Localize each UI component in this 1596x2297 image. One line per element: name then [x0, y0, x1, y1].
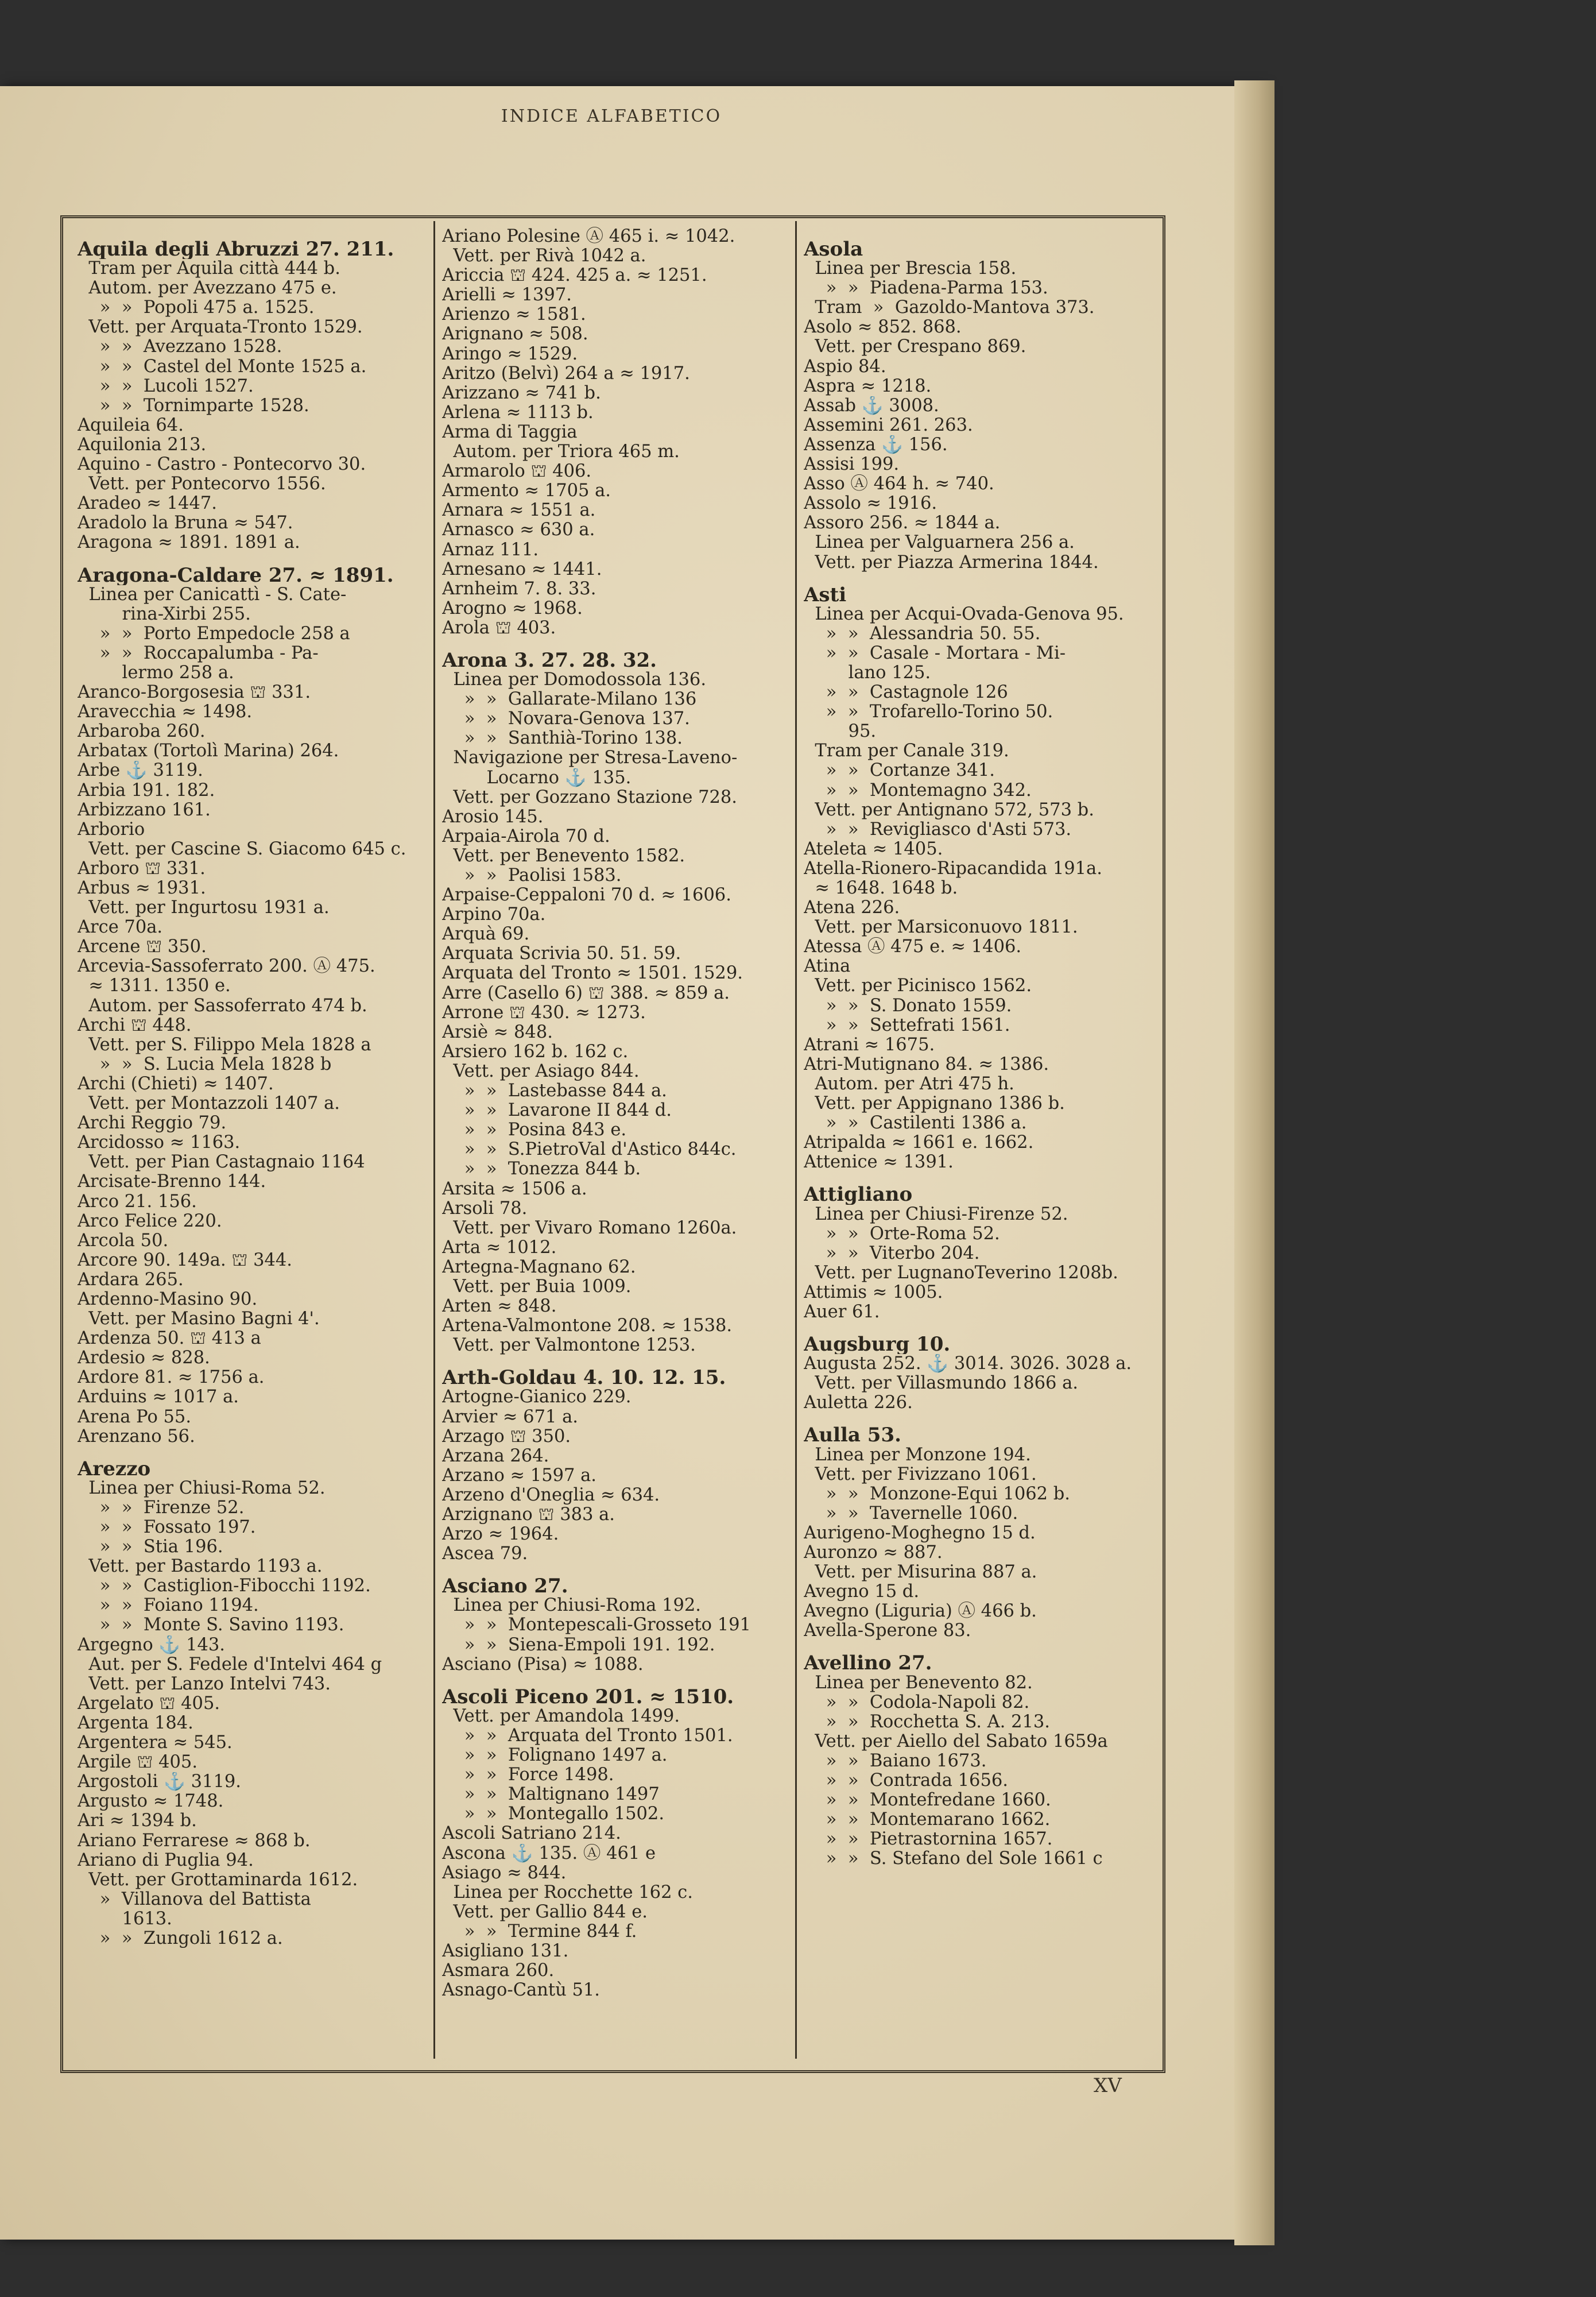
index-entry: ≈ 1311. 1350 e.: [78, 976, 231, 996]
index-entry: » » Monzone-Equi 1062 b.: [804, 1484, 1070, 1504]
index-heading: Asti: [804, 585, 847, 605]
index-entry: » » Avezzano 1528.: [78, 337, 282, 357]
index-entry: Vett. per Montazzoli 1407 a.: [78, 1094, 340, 1114]
index-entry: Aragona ≈ 1891. 1891 a.: [78, 533, 300, 553]
index-entry: Avegno (Liguria) Ⓐ 466 b.: [804, 1602, 1037, 1622]
index-entry: Auletta 226.: [804, 1393, 913, 1413]
index-entry: Vett. per S. Filippo Mela 1828 a: [78, 1035, 371, 1055]
index-entry: » » Folignano 1497 a.: [442, 1746, 668, 1766]
index-entry: » » S. Lucia Mela 1828 b: [78, 1054, 332, 1074]
index-entry: Atena 226.: [804, 898, 900, 918]
index-entry: Arcola 50.: [78, 1231, 169, 1251]
index-entry: Atella-Rionero-Ripacandida 191a.: [804, 859, 1102, 879]
index-entry: » » Montemarano 1662.: [804, 1810, 1051, 1830]
index-entry: » » Tonezza 844 b.: [442, 1159, 641, 1180]
index-entry: Asiago ≈ 844.: [442, 1863, 567, 1883]
index-heading: Asciano 27.: [442, 1576, 568, 1596]
index-entry: » » Foiano 1194.: [78, 1596, 259, 1616]
index-entry: Auronzo ≈ 887.: [804, 1543, 943, 1563]
index-entry: » » Castel del Monte 1525 a.: [78, 357, 367, 377]
index-entry: Navigazione per Stresa-Laveno-: [442, 748, 738, 768]
index-entry: Arnasco ≈ 630 a.: [442, 520, 595, 540]
index-entry: Arbatax (Tortolì Marina) 264.: [78, 741, 339, 761]
index-entry: Archi ⛫ 448.: [78, 1015, 192, 1035]
index-entry: » » Force 1498.: [442, 1765, 614, 1785]
index-entry: Vett. per Benevento 1582.: [442, 846, 685, 866]
index-entry: Assisi 199.: [804, 455, 900, 475]
index-entry: » » Rocchetta S. A. 213.: [804, 1712, 1050, 1732]
index-entry: » Villanova del Battista: [78, 1889, 311, 1909]
index-entry: Arsiè ≈ 848.: [442, 1022, 553, 1042]
index-entry: Arquà 69.: [442, 925, 530, 945]
index-entry: Asciano (Pisa) ≈ 1088.: [442, 1654, 644, 1675]
index-entry: » » Zungoli 1612 a.: [78, 1928, 283, 1948]
index-entry: Arosio 145.: [442, 807, 544, 827]
index-entry: Vett. per Lanzo Intelvi 743.: [78, 1674, 331, 1694]
index-entry: » » Siena-Empoli 191. 192.: [442, 1635, 715, 1655]
index-entry: » » Termine 844 f.: [442, 1921, 637, 1942]
index-entry: » » Castagnole 126: [804, 683, 1008, 703]
index-entry: Vett. per LugnanoTeverino 1208b.: [804, 1263, 1118, 1283]
index-entry: Linea per Acqui-Ovada-Genova 95.: [804, 604, 1124, 624]
index-entry: Arboro ⛫ 331.: [78, 859, 206, 879]
index-entry: Ariano Ferrarese ≈ 868 b.: [78, 1831, 311, 1851]
index-entry: Arre (Casello 6) ⛫ 388. ≈ 859 a.: [442, 983, 730, 1003]
index-entry: Vett. per Pontecorvo 1556.: [78, 474, 326, 494]
index-entry: rina-Xirbi 255.: [78, 604, 251, 624]
index-entry: Assenza ⚓ 156.: [804, 435, 948, 455]
index-entry: Arquata del Tronto ≈ 1501. 1529.: [442, 964, 743, 984]
index-entry: Assab ⚓ 3008.: [804, 396, 939, 416]
index-entry: » » Tornimparte 1528.: [78, 396, 309, 416]
index-entry: Tram per Canale 319.: [804, 741, 1009, 761]
index-entry: Arpaia-Airola 70 d.: [442, 826, 610, 846]
index-entry: Vett. per Antignano 572, 573 b.: [804, 800, 1094, 820]
index-entry: Arbus ≈ 1931.: [78, 879, 206, 898]
index-entry: Autom. per Triora 465 m.: [442, 442, 680, 462]
index-entry: » » Baiano 1673.: [804, 1751, 987, 1771]
index-entry: Arzana 264.: [442, 1446, 549, 1466]
index-entry: Attenice ≈ 1391.: [804, 1153, 954, 1173]
index-entry: » » Settefrati 1561.: [804, 1015, 1010, 1035]
index-entry: » » Paolisi 1583.: [442, 866, 622, 885]
index-entry: Arpino 70a.: [442, 905, 546, 925]
index-entry: Armarolo ⛫ 406.: [442, 462, 592, 482]
index-entry: Ateleta ≈ 1405.: [804, 839, 943, 859]
index-entry: Archi (Chieti) ≈ 1407.: [78, 1074, 274, 1094]
index-entry: Vett. per Ingurtosu 1931 a.: [78, 898, 330, 918]
index-entry: » » Roccapalumba - Pa-: [78, 643, 319, 663]
index-entry: Linea per Rocchette 162 c.: [442, 1882, 693, 1902]
index-entry: Arvier ≈ 671 a.: [442, 1407, 578, 1427]
index-entry: Archi Reggio 79.: [78, 1113, 227, 1134]
index-heading: Avellino 27.: [804, 1653, 932, 1673]
index-entry: Asnago-Cantù 51.: [442, 1981, 600, 2001]
index-entry: Arbia 191. 182.: [78, 780, 215, 801]
index-entry: Tram » Gazoldo-Mantova 373.: [804, 298, 1095, 318]
index-entry: Ardesio ≈ 828.: [78, 1348, 210, 1368]
index-entry: Arignano ≈ 508.: [442, 324, 588, 345]
index-entry: » » Orte-Roma 52.: [804, 1224, 1000, 1244]
index-entry: » » Lastebasse 844 a.: [442, 1081, 667, 1101]
index-entry: Aurigeno-Moghegno 15 d.: [804, 1523, 1036, 1543]
index-entry: Arsoli 78.: [442, 1198, 528, 1219]
index-heading: Aulla 53.: [804, 1425, 901, 1445]
index-entry: Aringo ≈ 1529.: [442, 344, 578, 364]
index-entry: Linea per Brescia 158.: [804, 259, 1017, 279]
index-entry: » » Novara-Genova 137.: [442, 709, 690, 729]
index-entry: Arborio: [78, 819, 145, 840]
index-entry: 95.: [804, 722, 877, 742]
index-entry: » » S. Stefano del Sole 1661 c: [804, 1849, 1103, 1869]
index-entry: 1613.: [78, 1909, 172, 1929]
page-stack-edge: [1234, 80, 1275, 2245]
index-entry: Attimis ≈ 1005.: [804, 1282, 943, 1302]
index-entry: Aravecchia ≈ 1498.: [78, 702, 253, 722]
index-entry: Vett. per Picinisco 1562.: [804, 976, 1032, 996]
index-entry: Arsiero 162 b. 162 c.: [442, 1042, 629, 1062]
index-entry: Argegno ⚓ 143.: [78, 1635, 225, 1655]
index-entry: Vett. per Masino Bagni 4'.: [78, 1309, 320, 1329]
index-entry: Vett. per Grottaminarda 1612.: [78, 1870, 358, 1890]
index-entry: Atina: [804, 957, 851, 977]
index-entry: Vett. per Buia 1009.: [442, 1277, 632, 1297]
index-entry: » » S.PietroVal d'Astico 844c.: [442, 1140, 737, 1160]
index-entry: Vett. per Misurina 887 a.: [804, 1563, 1037, 1583]
index-heading: Ascoli Piceno 201. ≈ 1510.: [442, 1687, 734, 1707]
index-entry: » » Montegallo 1502.: [442, 1804, 665, 1824]
index-entry: Aradeo ≈ 1447.: [78, 494, 217, 514]
index-entry: Argusto ≈ 1748.: [78, 1792, 224, 1812]
index-entry: Arzago ⛫ 350.: [442, 1426, 571, 1447]
index-entry: Arco Felice 220.: [78, 1211, 222, 1231]
index-entry: Aquino - Castro - Pontecorvo 30.: [78, 455, 366, 475]
index-entry: Tram per Aquila città 444 b.: [78, 259, 340, 279]
index-entry: Assolo ≈ 1916.: [804, 494, 938, 514]
index-entry: Arienzo ≈ 1581.: [442, 305, 586, 325]
index-entry: Arsita ≈ 1506 a.: [442, 1179, 587, 1199]
index-entry: Artogne-Gianico 229.: [442, 1387, 632, 1407]
index-entry: Vett. per Marsiconuovo 1811.: [804, 918, 1078, 938]
page-number: XV: [1094, 2074, 1122, 2097]
index-entry: Arlena ≈ 1113 b.: [442, 403, 594, 423]
index-entry: » » Fossato 197.: [78, 1518, 256, 1537]
index-entry: Vett. per Rivà 1042 a.: [442, 246, 646, 266]
index-entry: Vett. per Fivizzano 1061.: [804, 1464, 1037, 1484]
index-column-3: [804, 227, 1151, 2059]
index-entry: » » Stia 196.: [78, 1537, 223, 1557]
index-heading: Arona 3. 27. 28. 32.: [442, 650, 657, 671]
index-entry: » » Monte S. Savino 1193.: [78, 1615, 344, 1635]
index-column-2: [442, 227, 787, 2059]
index-entry: Vett. per Piazza Armerina 1844.: [804, 552, 1099, 573]
index-entry: Arbaroba 260.: [78, 722, 206, 742]
index-heading: Aquila degli Abruzzi 27. 211.: [78, 239, 394, 260]
index-entry: Arcore 90. 149a. ⛫ 344.: [78, 1250, 292, 1270]
index-entry: » » Viterbo 204.: [804, 1243, 980, 1263]
index-entry: Arcene ⛫ 350.: [78, 937, 207, 957]
index-entry: » » Lucoli 1527.: [78, 376, 254, 396]
index-column-1: [78, 227, 428, 2059]
index-entry: Argelato ⛫ 405.: [78, 1693, 220, 1714]
index-entry: Ascona ⚓ 135. Ⓐ 461 e: [442, 1843, 656, 1863]
index-entry: Linea per Chiusi-Firenze 52.: [804, 1204, 1068, 1224]
index-entry: Vett. per Gozzano Stazione 728.: [442, 787, 737, 807]
index-entry: Arzeno d'Oneglia ≈ 634.: [442, 1485, 660, 1505]
index-entry: Linea per Chiusi-Roma 192.: [442, 1596, 701, 1616]
index-entry: Autom. per Sassoferrato 474 b.: [78, 996, 367, 1016]
index-entry: Arogno ≈ 1968.: [442, 598, 583, 618]
index-entry: Avegno 15 d.: [804, 1582, 920, 1602]
index-entry: Arta ≈ 1012.: [442, 1238, 557, 1258]
index-entry: Ariano di Puglia 94.: [78, 1850, 254, 1870]
index-entry: Ariccia ⛫ 424. 425 a. ≈ 1251.: [442, 266, 707, 286]
index-entry: » » Piadena-Parma 153.: [804, 279, 1048, 299]
index-entry: Arnaz 111.: [442, 540, 539, 560]
index-entry: Auer 61.: [804, 1302, 880, 1322]
index-entry: Avella-Sperone 83.: [804, 1621, 971, 1641]
index-entry: » » Montefredane 1660.: [804, 1791, 1051, 1811]
index-entry: Augusta 252. ⚓ 3014. 3026. 3028 a.: [804, 1354, 1132, 1374]
index-entry: Artegna-Magnano 62.: [442, 1257, 636, 1277]
index-entry: Arizzano ≈ 741 b.: [442, 383, 601, 403]
index-entry: Arzignano ⛫ 383 a.: [442, 1505, 615, 1525]
index-heading: Augsburg 10.: [804, 1335, 951, 1355]
index-entry: » » Castiglion-Fibocchi 1192.: [78, 1576, 371, 1596]
index-entry: Arnesano ≈ 1441.: [442, 559, 602, 579]
index-entry: Argostoli ⚓ 3119.: [78, 1772, 241, 1792]
index-entry: Arbizzano 161.: [78, 800, 211, 820]
index-entry: Autom. per Avezzano 475 e.: [78, 279, 337, 299]
index-entry: » » Castilenti 1386 a.: [804, 1113, 1027, 1134]
index-entry: » » Lavarone II 844 d.: [442, 1101, 672, 1121]
index-heading: Arezzo: [78, 1459, 151, 1479]
index-entry: Aradolo la Bruna ≈ 547.: [78, 513, 293, 533]
index-entry: Arenzano 56.: [78, 1426, 195, 1447]
index-entry: Arpaise-Ceppaloni 70 d. ≈ 1606.: [442, 885, 731, 906]
index-entry: Aquilonia 213.: [78, 435, 207, 455]
index-entry: Arola ⛫ 403.: [442, 618, 556, 638]
index-entry: » » Porto Empedocle 258 a: [78, 624, 350, 644]
column-divider: [433, 221, 435, 2059]
index-entry: Vett. per Valmontone 1253.: [442, 1336, 696, 1356]
index-entry: Vett. per Pian Castagnaio 1164: [78, 1153, 365, 1173]
index-entry: lano 125.: [804, 663, 931, 683]
index-entry: Arrone ⛫ 430. ≈ 1273.: [442, 1003, 646, 1023]
index-entry: Assemini 261. 263.: [804, 415, 973, 435]
index-entry: Linea per Benevento 82.: [804, 1673, 1033, 1693]
index-entry: Arce 70a.: [78, 918, 163, 938]
index-entry: » » Trofarello-Torino 50.: [804, 702, 1053, 722]
index-entry: Locarno ⚓ 135.: [442, 768, 632, 788]
index-entry: Ariano Polesine Ⓐ 465 i. ≈ 1042.: [442, 227, 735, 246]
index-entry: Aranco-Borgosesia ⛫ 331.: [78, 683, 311, 703]
index-entry: Linea per Valguarnera 256 a.: [804, 533, 1075, 553]
index-entry: Vett. per Vivaro Romano 1260a.: [442, 1218, 737, 1238]
index-entry: Ardara 265.: [78, 1270, 184, 1290]
index-entry: Ardenza 50. ⛫ 413 a: [78, 1329, 261, 1349]
index-entry: » » Montemagno 342.: [804, 780, 1032, 801]
index-entry: Ardenno-Masino 90.: [78, 1289, 258, 1309]
index-heading: Attigliano: [804, 1185, 913, 1205]
index-entry: » » Pietrastornina 1657.: [804, 1830, 1053, 1850]
index-entry: Vett. per Bastardo 1193 a.: [78, 1557, 323, 1577]
index-entry: » » Revigliasco d'Asti 573.: [804, 819, 1072, 840]
index-entry: Arduins ≈ 1017 a.: [78, 1387, 239, 1407]
index-entry: Aspra ≈ 1218.: [804, 376, 932, 396]
index-entry: Arma di Taggia: [442, 422, 578, 442]
index-entry: Linea per Domodossola 136.: [442, 670, 707, 690]
index-entry: » » Tavernelle 1060.: [804, 1503, 1018, 1523]
index-entry: Arnara ≈ 1551 a.: [442, 501, 596, 521]
index-entry: Aut. per S. Fedele d'Intelvi 464 g: [78, 1654, 382, 1675]
index-entry: Arnheim 7. 8. 33.: [442, 579, 596, 599]
index-entry: Atri-Mutignano 84. ≈ 1386.: [804, 1054, 1049, 1074]
index-entry: Vett. per Amandola 1499.: [442, 1706, 680, 1726]
index-entry: Arcidosso ≈ 1163.: [78, 1133, 241, 1153]
index-entry: Argenta 184.: [78, 1713, 193, 1733]
index-entry: » » Posina 843 e.: [442, 1120, 627, 1140]
index-heading: Asola: [804, 239, 863, 260]
index-heading: Arth-Goldau 4. 10. 12. 15.: [442, 1368, 726, 1388]
index-entry: » » Contrada 1656.: [804, 1771, 1008, 1791]
index-entry: Arco 21. 156.: [78, 1192, 197, 1212]
index-entry: Arzo ≈ 1964.: [442, 1525, 559, 1545]
index-entry: Arcevia-Sassoferrato 200. Ⓐ 475.: [78, 957, 375, 977]
index-entry: Linea per Chiusi-Roma 52.: [78, 1478, 326, 1498]
page-title: INDICE ALFABETICO: [501, 106, 722, 126]
index-entry: » » Gallarate-Milano 136: [442, 690, 697, 710]
index-entry: Vett. per Cascine S. Giacomo 645 c.: [78, 839, 406, 859]
index-entry: Aritzo (Belvì) 264 a ≈ 1917.: [442, 364, 690, 384]
index-entry: » » Alessandria 50. 55.: [804, 624, 1041, 644]
index-entry: Arcisate-Brenno 144.: [78, 1172, 266, 1192]
index-heading: Aragona-Caldare 27. ≈ 1891.: [78, 565, 394, 585]
index-entry: Vett. per Crespano 869.: [804, 337, 1026, 357]
index-entry: Atripalda ≈ 1661 e. 1662.: [804, 1133, 1034, 1153]
index-entry: Armento ≈ 1705 a.: [442, 481, 611, 501]
index-entry: Asigliano 131.: [442, 1941, 569, 1961]
index-entry: Arten ≈ 848.: [442, 1297, 557, 1317]
index-entry: Vett. per Gallio 844 e.: [442, 1902, 648, 1922]
index-entry: Ardore 81. ≈ 1756 a.: [78, 1368, 265, 1388]
index-entry: Argile ⛫ 405.: [78, 1753, 198, 1773]
index-entry: Vett. per Aiello del Sabato 1659a: [804, 1731, 1108, 1751]
index-entry: Arielli ≈ 1397.: [442, 285, 572, 306]
index-entry: lermo 258 a.: [78, 663, 234, 683]
index-entry: » » Maltignano 1497: [442, 1785, 660, 1805]
index-entry: Arzano ≈ 1597 a.: [442, 1465, 597, 1486]
index-entry: » » Popoli 475 a. 1525.: [78, 298, 315, 318]
index-entry: Vett. per Appignano 1386 b.: [804, 1094, 1065, 1114]
index-entry: Atessa Ⓐ 475 e. ≈ 1406.: [804, 937, 1022, 957]
index-entry: » » Codola-Napoli 82.: [804, 1692, 1030, 1712]
index-entry: Asso Ⓐ 464 h. ≈ 740.: [804, 474, 994, 494]
index-entry: Ascea 79.: [442, 1544, 528, 1564]
index-entry: » » Montepescali-Grosseto 191: [442, 1615, 751, 1635]
index-entry: Arquata Scrivia 50. 51. 59.: [442, 944, 681, 964]
index-entry: Autom. per Atri 475 h.: [804, 1074, 1014, 1094]
index-entry: Artena-Valmontone 208. ≈ 1538.: [442, 1316, 733, 1336]
column-divider: [795, 221, 797, 2059]
index-entry: » » Casale - Mortara - Mi-: [804, 643, 1066, 663]
index-entry: » » Firenze 52.: [78, 1498, 245, 1518]
index-entry: Ascoli Satriano 214.: [442, 1824, 621, 1844]
index-entry: Linea per Monzone 194.: [804, 1445, 1031, 1465]
index-entry: Asolo ≈ 852. 868.: [804, 318, 962, 338]
index-entry: Assoro 256. ≈ 1844 a.: [804, 513, 1001, 533]
index-entry: Aquileia 64.: [78, 415, 184, 435]
index-entry: Arena Po 55.: [78, 1407, 192, 1427]
index-entry: » » Santhià-Torino 138.: [442, 729, 683, 749]
index-entry: Arbe ⚓ 3119.: [78, 761, 203, 781]
index-entry: » » Arquata del Tronto 1501.: [442, 1726, 733, 1746]
index-entry: Asmara 260.: [442, 1961, 555, 1981]
index-entry: ≈ 1648. 1648 b.: [804, 879, 958, 898]
index-entry: Atrani ≈ 1675.: [804, 1035, 935, 1055]
index-entry: Vett. per Villasmundo 1866 a.: [804, 1374, 1078, 1394]
index-entry: Argentera ≈ 545.: [78, 1733, 233, 1753]
index-entry: Vett. per Arquata-Tronto 1529.: [78, 318, 363, 338]
index-entry: Ari ≈ 1394 b.: [78, 1811, 197, 1831]
index-entry: » » Cortanze 341.: [804, 761, 995, 781]
index-entry: Aspio 84.: [804, 357, 886, 377]
index-entry: » » S. Donato 1559.: [804, 996, 1012, 1016]
index-entry: Linea per Canicattì - S. Cate-: [78, 585, 347, 605]
index-entry: Vett. per Asiago 844.: [442, 1061, 640, 1081]
